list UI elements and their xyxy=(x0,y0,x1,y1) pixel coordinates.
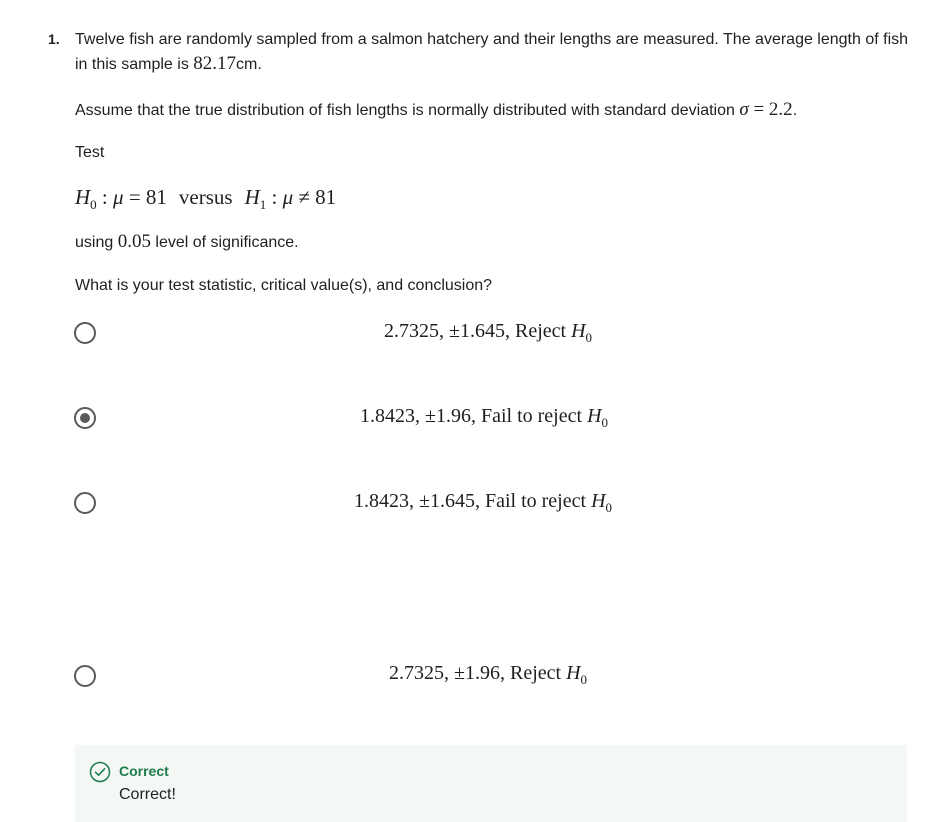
sigma-symbol: σ xyxy=(739,99,749,120)
feedback-panel xyxy=(75,745,907,822)
using-label: using xyxy=(75,234,118,251)
option-3-h: H xyxy=(591,490,606,512)
h0-mu: μ xyxy=(113,185,124,209)
alpha-value: 0.05 xyxy=(117,231,151,252)
option-2-radio[interactable] xyxy=(74,407,96,429)
versus-text: versus xyxy=(178,185,233,209)
h0-symbol: H xyxy=(75,185,91,209)
option-1-label[interactable] xyxy=(384,320,592,346)
feedback-message: Correct! xyxy=(119,786,176,803)
option-3-sub: 0 xyxy=(605,500,613,515)
h1-relation: : xyxy=(266,185,283,209)
h1-mu: μ xyxy=(282,185,294,209)
option-1-text: 2.7325, ±1.645, Reject xyxy=(384,320,572,342)
option-3-text: 1.8423, ±1.645, Fail to reject xyxy=(354,490,592,512)
option-4-radio[interactable] xyxy=(74,665,96,687)
option-4-sub: 0 xyxy=(580,672,588,687)
option-4-h: H xyxy=(566,662,581,684)
question-number: 1. xyxy=(48,31,60,47)
unit: cm. xyxy=(236,56,262,73)
question-text-part1: Twelve fish are randomly sampled from a salmon hatchery and their lengths are measured. The average length of fish in this sample is xyxy=(75,31,909,73)
significance-text xyxy=(75,231,299,253)
option-4-text: 2.7325, ±1.96, Reject xyxy=(389,662,567,684)
question-prompt: What is your test statistic, critical value(s), and conclusion? xyxy=(75,277,493,294)
level-label: level of significance. xyxy=(150,234,299,251)
h0-value: = 81 xyxy=(123,185,167,209)
option-2-sub: 0 xyxy=(601,415,609,430)
sample-mean: 82.17 xyxy=(193,53,237,74)
option-2-label[interactable] xyxy=(360,405,608,431)
sigma-end: . xyxy=(792,102,798,119)
option-1-sub: 0 xyxy=(585,330,593,345)
h1-subscript: 1 xyxy=(259,197,267,213)
h0-subscript: 0 xyxy=(90,197,97,213)
check-circle-icon xyxy=(89,761,111,783)
feedback-title: Correct xyxy=(119,763,169,779)
h0-relation: : xyxy=(96,185,114,209)
option-4-label[interactable] xyxy=(389,662,587,688)
option-1-h: H xyxy=(571,320,586,342)
option-2-text: 1.8423, ±1.96, Fail to reject xyxy=(360,405,588,427)
hypotheses xyxy=(75,185,336,213)
sigma-value: = 2.2 xyxy=(748,99,793,120)
option-3-label[interactable] xyxy=(354,490,612,516)
h1-value: ≠ 81 xyxy=(293,185,337,209)
assumption-label: Assume that the true distribution of fish lengths is normally distributed with standard deviation xyxy=(75,102,740,119)
question-text xyxy=(75,28,915,77)
option-2-h: H xyxy=(587,405,602,427)
assumption-text xyxy=(75,98,797,123)
option-3-radio[interactable] xyxy=(74,492,96,514)
h1-symbol: H xyxy=(244,185,260,209)
test-label: Test xyxy=(75,144,105,161)
option-1-radio[interactable] xyxy=(74,322,96,344)
